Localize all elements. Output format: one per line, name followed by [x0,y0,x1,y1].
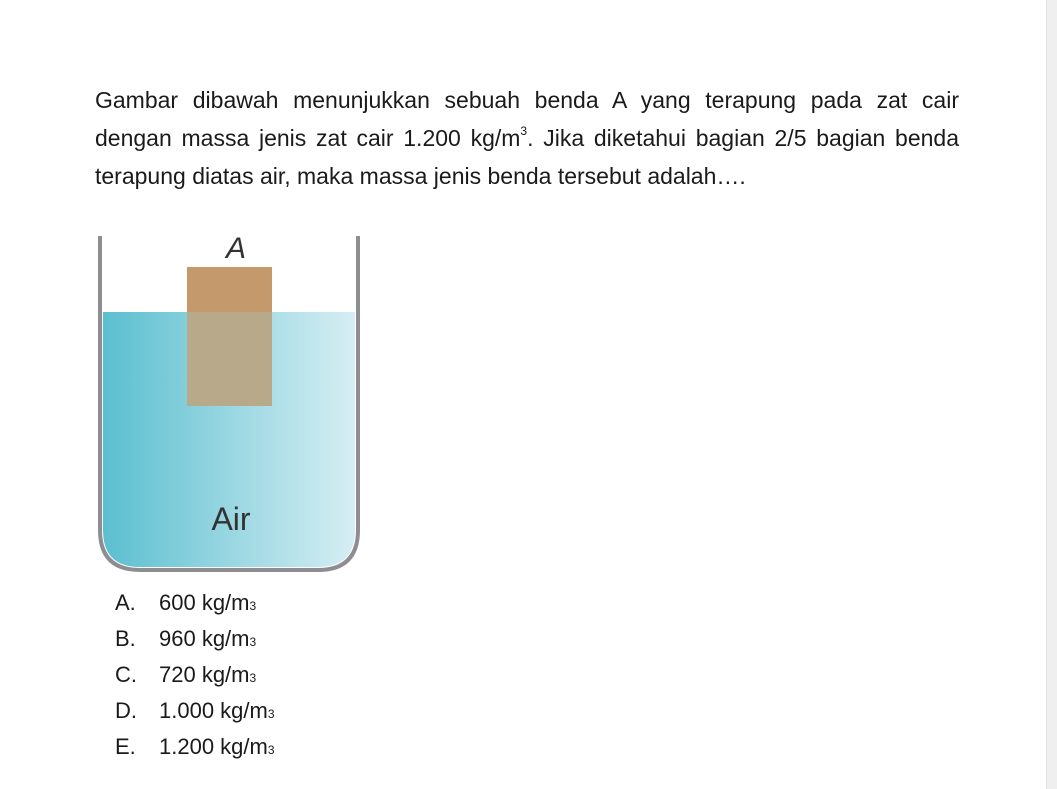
option-letter: A. [115,590,136,615]
option-letter: B. [115,626,136,651]
option-a[interactable]: A. 600 kg/m 3 [115,585,275,621]
option-d[interactable]: D. 1.000 kg/m 3 [115,693,275,729]
object-above-surface [187,267,272,312]
option-value: 1.000 kg/m [159,698,268,723]
option-c[interactable]: C. 720 kg/m 3 [115,657,275,693]
option-letter: E. [115,734,136,759]
scrollbar-track[interactable] [1046,0,1057,789]
option-e[interactable]: E. 1.200 kg/m 3 [115,729,275,765]
liquid-label: Air [211,501,251,537]
answer-options [115,585,275,765]
option-letter: C. [115,662,137,687]
option-value: 720 kg/m [159,662,250,687]
buoyancy-figure [95,230,365,575]
option-value: 1.200 kg/m [159,734,268,759]
object-label: A [225,232,247,265]
question-text [95,81,959,195]
question-unit-exponent: 3 [520,124,528,138]
question-text-main: Gambar dibawah menunjukkan sebuah benda A yang terapung pada zat cair dengan massa jenis zat cair 1.200 kg/m [95,87,959,151]
beaker-diagram [95,230,365,575]
option-value: 600 kg/m [159,590,250,615]
question-text-rest: . Jika diketahui bagian 2/5 bagian benda terapung diatas air, maka massa jenis benda tersebut adalah…. [95,125,960,189]
option-b[interactable]: B. 960 kg/m 3 [115,621,275,657]
option-letter: D. [115,698,137,723]
option-value: 960 kg/m [159,626,250,651]
object-submerged-part [187,312,272,406]
